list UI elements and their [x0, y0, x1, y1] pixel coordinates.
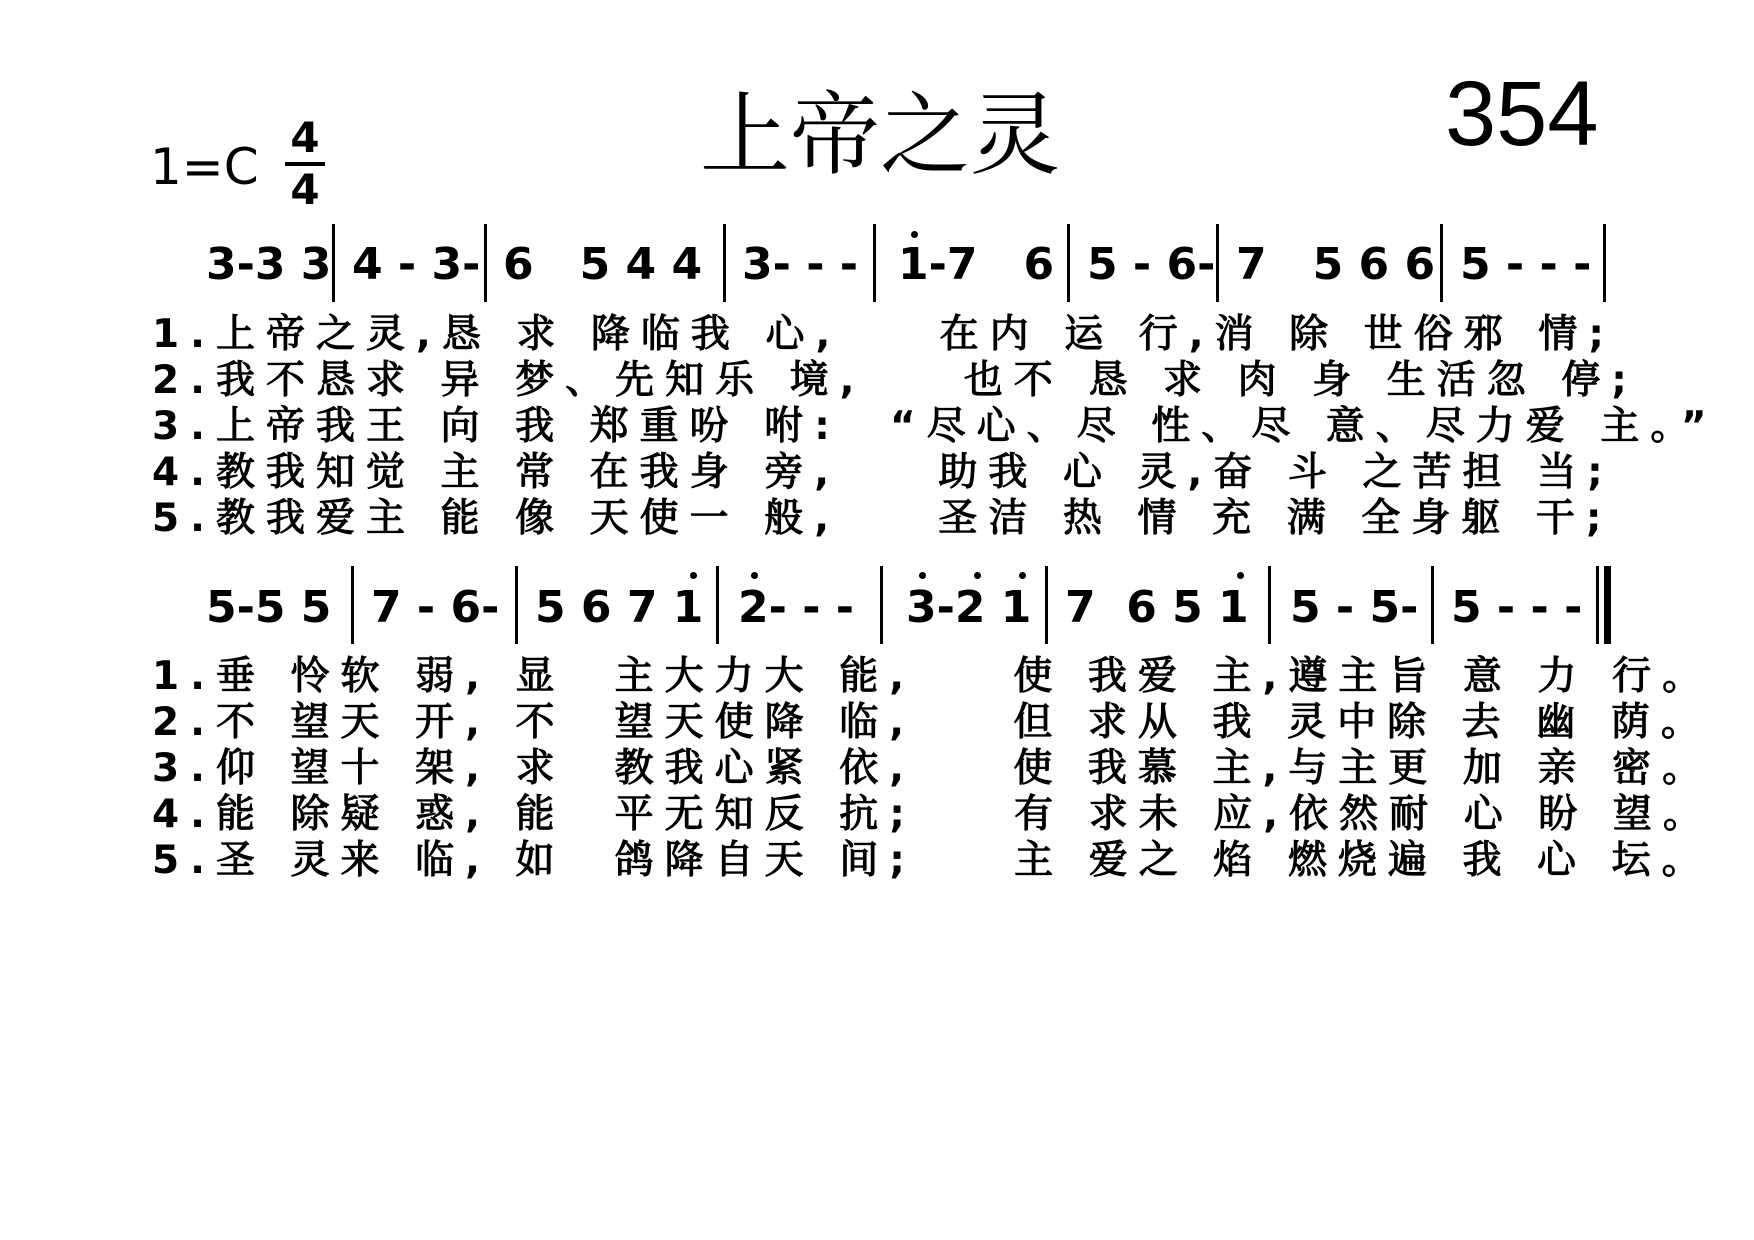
barline [515, 566, 518, 644]
octave-dot [751, 572, 758, 579]
measure-5: 1-7 6 [898, 239, 1055, 290]
barline [1268, 566, 1271, 644]
lyric-line: 4.能 除疑 惑, 能 平无知反 抗; 有 求未 应,依然耐 心 盼 望。 [152, 792, 1713, 837]
lyric-line: 4.教我知觉 主 常 在我身 旁, 助我 心 灵,奋 斗 之苦担 当; [152, 450, 1614, 495]
measure-11: 5 6 7 1 [535, 582, 704, 633]
octave-dot [1237, 572, 1244, 579]
octave-dot [1019, 572, 1026, 579]
barline [332, 224, 335, 302]
measure-12: 2- - - [738, 582, 855, 633]
barline [1603, 224, 1606, 302]
barline [484, 224, 487, 302]
measure-1: 3-3 3 [206, 239, 332, 290]
lyric-line: 3.仰 望十 架, 求 教我心紧 依, 使 我慕 主,与主更 加 亲 密。 [152, 746, 1713, 791]
barline [351, 566, 354, 644]
barline [880, 566, 883, 644]
lyric-line: 2.不 望天 开, 不 望天使降 临, 但 求从 我 灵中除 去 幽 荫。 [152, 700, 1711, 745]
barline [1045, 566, 1048, 644]
key-signature: 1=C [150, 138, 259, 196]
lyric-line: 1.上帝之灵,恳 求 降临我 心, 在内 运 行,消 除 世俗邪 情; [152, 312, 1615, 357]
hymn-number: 354 [1445, 63, 1599, 165]
octave-dot [919, 572, 926, 579]
measure-8: 5 - - - [1460, 239, 1592, 290]
measure-14: 7 6 5 1 [1065, 582, 1249, 633]
time-signature [285, 113, 325, 214]
measure-7: 7 5 6 6 [1236, 239, 1436, 290]
measure-9: 5-5 5 [206, 582, 332, 633]
barline [1067, 224, 1070, 302]
measure-13: 3-2 1 [906, 582, 1032, 633]
barline [716, 566, 719, 644]
octave-dot [974, 572, 981, 579]
octave-dot [690, 572, 697, 579]
barline [1216, 224, 1219, 302]
measure-15: 5 - 5- [1290, 582, 1419, 633]
time-signature-top: 4 [290, 113, 320, 162]
hymn-title: 上帝之灵 [700, 83, 1060, 188]
measure-10: 7 - 6- [371, 582, 500, 633]
measure-6: 5 - 6- [1087, 239, 1216, 290]
octave-dot [911, 231, 918, 238]
lyric-line: 1.垂 怜软 弱, 显 主大力大 能, 使 我爱 主,遵主旨 意 力 行。 [152, 654, 1713, 699]
measure-3: 6 5 4 4 [503, 239, 703, 290]
lyric-line: 2.我不恳求 异 梦、先知乐 境, 也不 恳 求 肉 身 生活忽 停; [152, 358, 1638, 403]
barline [1431, 566, 1434, 644]
time-signature-bottom: 4 [290, 165, 320, 214]
final-barline-thick [1604, 566, 1611, 644]
lyric-line: 5.圣 灵来 临, 如 鸽降自天 间; 主 爱之 焰 燃烧遍 我 心 坛。 [152, 838, 1712, 883]
measure-4: 3- - - [742, 239, 859, 290]
final-barline-thin [1596, 566, 1599, 644]
barline [723, 224, 726, 302]
barline [873, 224, 876, 302]
lyric-line: 3.上帝我王 向 我 郑重吩 咐: “尽心、尽 性、尽 意、尽力爱 主。” [152, 404, 1718, 449]
measure-2: 4 - 3- [352, 239, 481, 290]
lyric-line: 5.教我爱主 能 像 天使一 般, 圣洁 热 情 充 满 全身躯 干; [152, 496, 1613, 541]
barline [1440, 224, 1443, 302]
measure-16: 5 - - - [1451, 582, 1583, 633]
